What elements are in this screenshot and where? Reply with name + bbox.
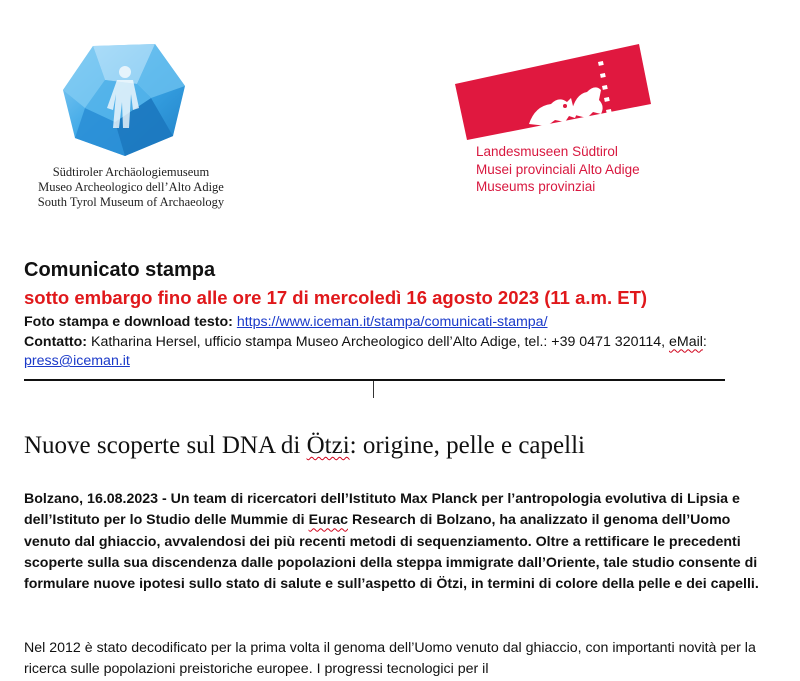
text-cursor <box>373 381 374 398</box>
ticket-animals-logo-icon <box>455 44 651 140</box>
lead-part-2: Research di Bolzano, ha analizzato il genoma dell’Uomo venuto dal ghiaccio, avvalendosi dei più recenti metodi di sequenziamento. Oltre a rettificare le precedenti scoperte sulla sua discendenza dalle popolazioni della steppa immigrate dall’Oriente, tale studio consente di formulare nuove ipotesi sullo stato di salute e sull’aspetto di <box>24 512 758 593</box>
email-separator: : <box>702 333 707 350</box>
red-line-de: Landesmuseen Südtirol <box>476 144 618 159</box>
photo-download-link[interactable]: https://www.iceman.it/stampa/comunicati-stampa/ <box>236 314 548 330</box>
red-line-it: Musei provinciali Alto Adige <box>476 161 640 177</box>
embargo-notice: sotto embargo fino alle ore 17 di mercoledì 16 agosto 2023 (11 a.m. ET) <box>24 287 648 308</box>
crystal-figure-logo-icon <box>55 38 195 160</box>
email-label: eMail <box>669 333 703 350</box>
contact-line <box>24 333 724 372</box>
contact-block <box>24 313 724 372</box>
contact-text: Katharina Hersel, ufficio stampa Museo Archeologico dell’Alto Adige, tel.: +39 0471 320114, <box>91 333 666 350</box>
photo-download-line <box>24 313 724 333</box>
photo-download-label: Foto stampa e download testo: <box>24 314 233 330</box>
contact-label: Contatto: <box>24 333 88 350</box>
museum-line-en: South Tyrol Museum of Archaeology <box>37 195 225 209</box>
lead-part-3: , in termini di colore della pelle e dei capelli. <box>463 576 759 593</box>
title-part-2: : origine, pelle e capelli <box>349 432 585 459</box>
museum-line-de: Südtiroler Archäologiemuseum <box>52 165 210 179</box>
red-line-lld: Museums provinziai <box>476 179 596 194</box>
lead-paragraph <box>24 489 764 595</box>
museum-line-it: Museo Archeologico dell’Alto Adige <box>38 180 224 194</box>
body-paragraph: Nel 2012 è stato decodificato per la prima volta il genoma dell’Uomo venuto dal ghiaccio, con importanti novità per la ricerca sulle popolazioni preistoriche europee. I progressi tecnologici per il <box>24 640 756 678</box>
press-release-title: Comunicato stampa <box>24 259 216 281</box>
title-part-1: Nuove scoperte sul DNA di <box>24 432 307 459</box>
museum-name-right <box>476 143 640 196</box>
article-title <box>24 432 585 460</box>
lead-part-1: Bolzano, 16.08.2023 - Un team di ricercatori dell’Istituto Max Planck per l’antropologia evolutiva di Lipsia e dell’Istituto per lo Studio delle Mummie di <box>24 491 740 529</box>
title-name: Ötzi <box>306 432 350 459</box>
lead-name: Ötzi <box>436 576 464 593</box>
header-divider <box>24 379 725 381</box>
lead-eurac: Eurac <box>308 512 348 529</box>
email-link[interactable]: press@iceman.it <box>24 353 130 369</box>
museum-name-left <box>26 165 236 210</box>
